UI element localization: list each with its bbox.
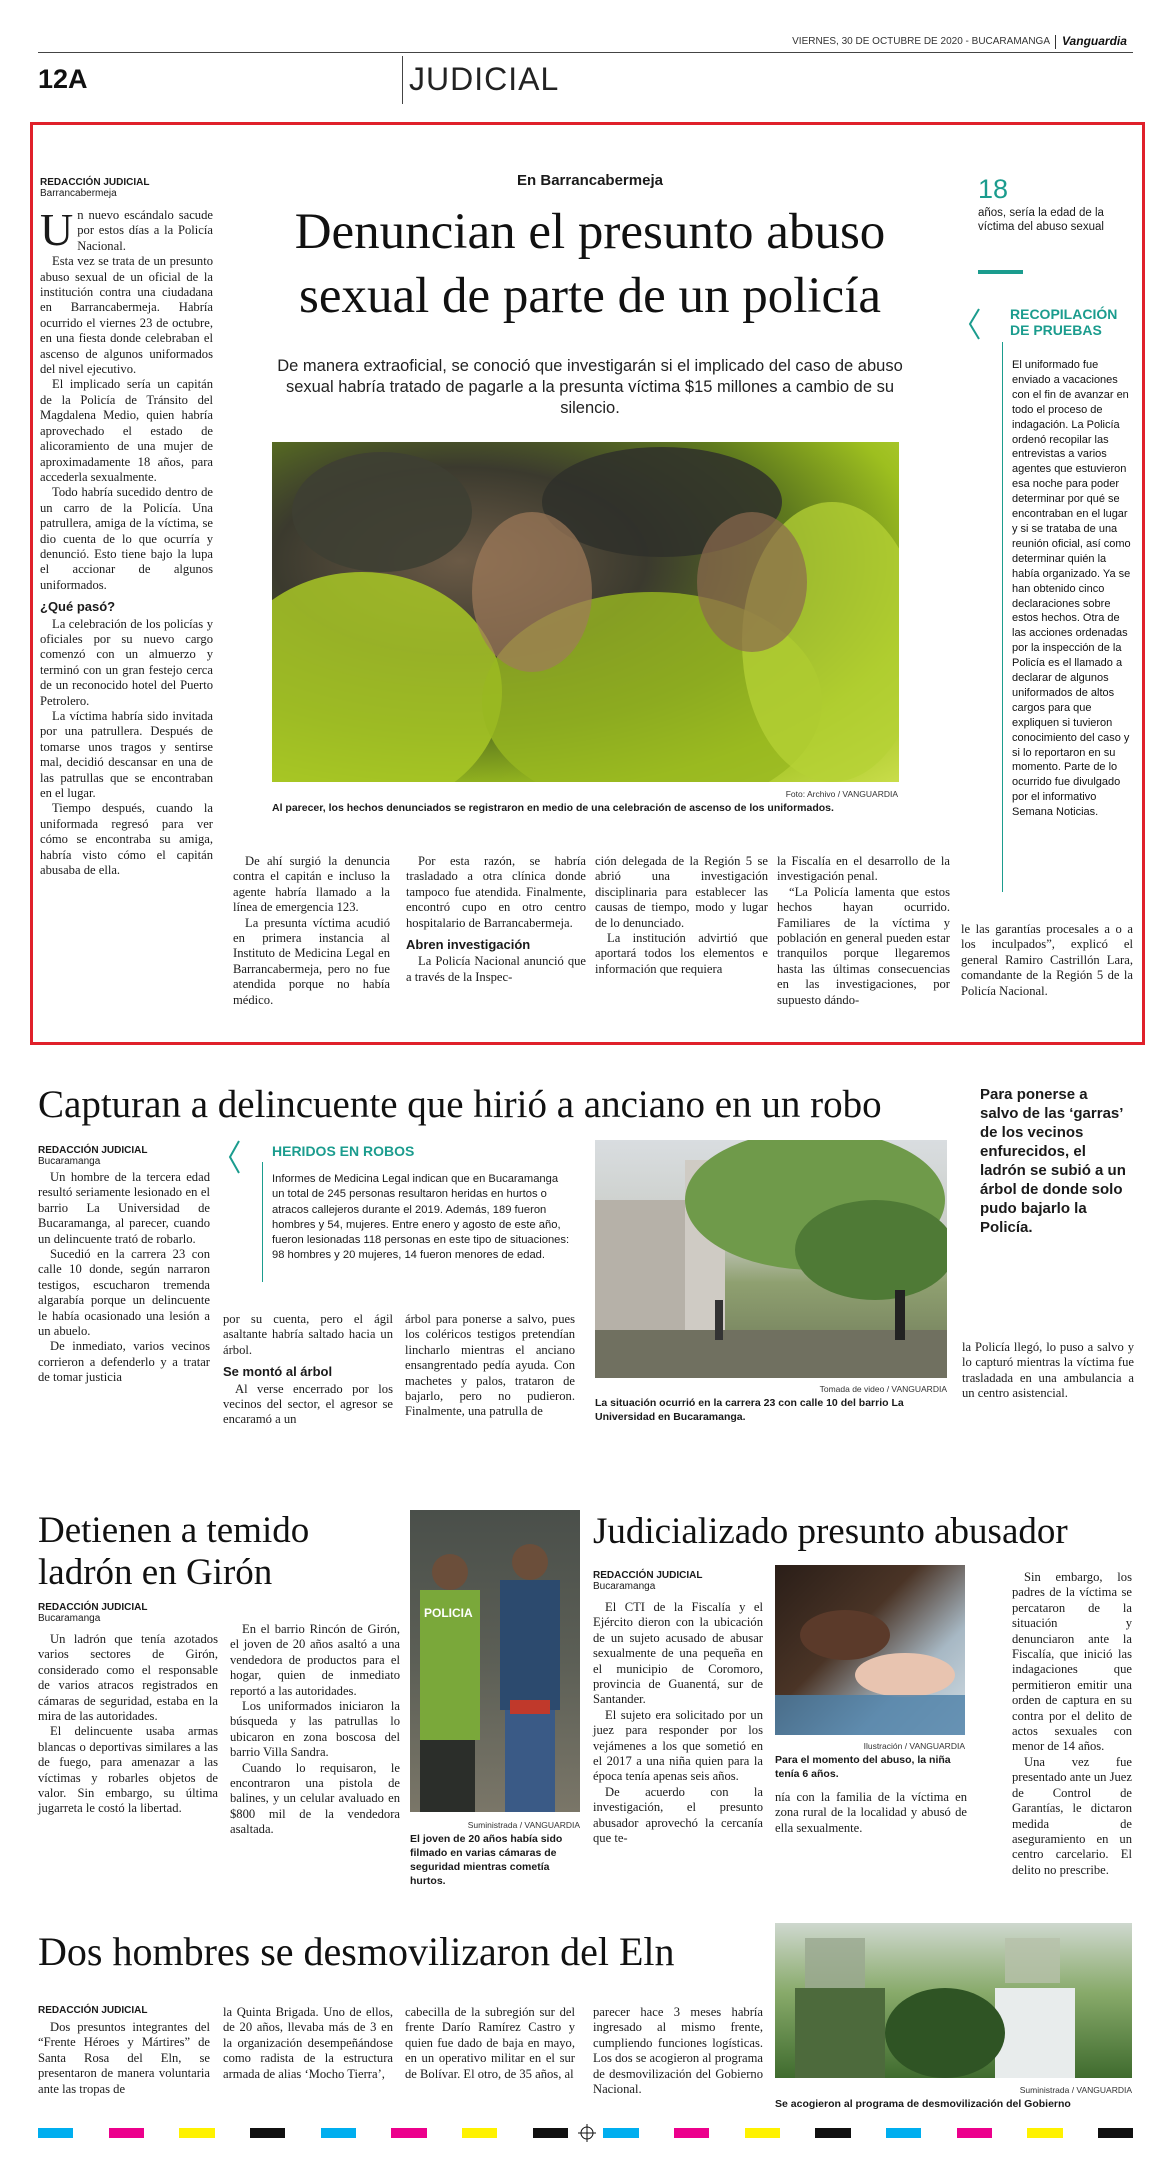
story2-byline: REDACCIÓN JUDICIAL Bucaramanga — [38, 1145, 148, 1167]
story3-photo-credit: Suministrada / VANGUARDIA — [467, 1820, 580, 1830]
story3-photo-graphic — [410, 1510, 580, 1812]
story3-headline: Detienen a temido ladrón en Girón — [38, 1510, 310, 1593]
photo-police-label: POLICIA — [424, 1606, 473, 1620]
stat-text: años, sería la edad de la víctima del abuso sexual — [978, 207, 1104, 233]
story5-photo-caption: Se acogieron al programa de desmovilización del Gobierno — [775, 2098, 1071, 2110]
lead-column-1: Un nuevo escándalo sacude por estos días a la Policía Nacional. Esta vez se trata de un presunto abuso sexual de un oficial de la institución contra una ciudadana en Barrancabermeja. Habría ocurrido el viernes 23 de octubre, en una fiesta donde celebraban el ascenso de algunos uniformados del nivel ejecutivo. El implicado sería un capitán de la Policía de Tránsito del Magdalena Medio, quien habría aprovechado el estado de alicoramiento de una mujer de aproximadamente 18 años, para accederla sexualmente. Todo habría sucedido dentro de un carro de la Policía. Una patrullera, amiga de la víctima, se dio cuenta de lo que ocurría y denunció. Esto tiene bajo la lupa el accionar de algunos uniformados. ¿Qué pasó? La celebración de los policías y oficiales por su nuevo cargo comenzó con un almuerzo y terminó con un gran festejo cerca de un reconocido hotel del Puerto Petrolero. La víctima habría sido invitada por una patrullera. Después de tomarse unos tragos y sentirse mal, decidió descansar en una de las patrullas que se encontraban en el lugar. Tiempo después, cuando la uniformada regresó para ver cómo se encontraba su amiga, habría visto cómo el capitán abusaba de ella. — [40, 204, 213, 878]
box-rule — [262, 1162, 263, 1282]
subhead-abren-investigacion: Abren investigación — [406, 937, 531, 953]
side-box-title: RECOPILACIÓN DE PRUEBAS — [1010, 306, 1118, 338]
story4-column-3: Sin embargo, los padres de la víctima se percataron de la situación y denunciaron ante la Fiscalía, que inició las indagaciones que permitieron emitir una orden de captura en su contra por el delito de actos sexuales con menor de 14 años. Una vez fue presentado ante un Juez de Control de Garantías, le dictaron medida de aseguramiento en un centro carcelario. El delito no prescribe. — [1012, 1570, 1132, 1877]
subhead-que-paso: ¿Qué pasó? — [40, 599, 116, 615]
story5-column-4: parecer hace 3 meses habría ingresado al mismo frente, cumpliendo funciones logísticas. Los dos se acogieron al programa de desmovilización del Gobierno Nacional. — [593, 2005, 763, 2097]
subhead-se-monto: Se montó al árbol — [223, 1364, 333, 1380]
side-box-rule — [1002, 342, 1003, 892]
box-title: HERIDOS EN ROBOS — [272, 1143, 415, 1159]
story5-headline: Dos hombres se desmovilizaron del Eln — [38, 1929, 675, 1974]
story2-column-4: la Policía llegó, lo puso a salvo y lo capturó mientras la víctima fue trasladada en una ambulancia a un centro asistencial. — [962, 1340, 1134, 1401]
story2-photo — [595, 1140, 947, 1378]
lead-column-6: le las garantías procesales a o a los inculpados”, explicó el general Ramiro Castrillón Lara, comandante de la Región 5 de la Policía Nacional. — [961, 922, 1133, 998]
section-divider — [402, 56, 403, 104]
header-rule — [38, 52, 1133, 53]
lead-headline: Denuncian el presunto abuso sexual de parte de un policía — [294, 204, 886, 324]
lead-photo — [272, 442, 899, 782]
box-chevron-icon — [228, 1140, 240, 1174]
header-divider-small — [1055, 35, 1056, 49]
dropcap: U — [40, 204, 74, 255]
story5-column-3: cabecilla de la subregión sur del frente Darío Ramírez Castro y quien fue dado de baja en mayo, en un operativo militar en el sur de Bolívar. El otro, de 35 años, al — [405, 2005, 575, 2081]
side-box-text: El uniformado fue enviado a vacaciones con el fin de avanzar en todo el proceso de indagación. La Policía ordenó recopilar las entrevistas a varios agentes que estuvieron esa noche para poder determinar por qué se encontraban en el lugar y si se trataba de una reunión oficial, así como determinar quién la había organizado. Ya se han obtenido cinco declaraciones sobre estos hechos. Otra de las acciones ordenadas por la inspección de la Policía es el llamado a declarar de algunos uniformados de altos cargos para que expliquen si tuvieron conocimiento del caso y si lo reportaron en su momento. Parte de lo ocurrido fue divulgado por el informativo Semana Noticias. — [1012, 359, 1131, 819]
story3-photo-caption: El joven de 20 años había sido filmado en varias cámaras de seguridad mientras cometía hurtos. — [410, 1833, 563, 1887]
story4-column-2: nía con la familia de la víctima en zona rural de la localidad y abusó de ella sexualmente. — [775, 1790, 967, 1835]
lead-photo-credit: Foto: Archivo / VANGUARDIA — [785, 789, 898, 799]
lead-column-3: Por esta razón, se habría trasladado a otra clínica donde tampoco fue atendida. Finalmente, encontró cupo en otro centro hospitalario de Barrancabermeja. Abren investigación La Policía Nacional anunció que a través de la Inspec- — [406, 854, 586, 984]
story4-photo-credit: Ilustración / VANGUARDIA — [863, 1741, 965, 1751]
story5-column-2: la Quinta Brigada. Uno de ellos, de 20 años, llevaba más de 3 en la organización desempeñándose como radista de la estructura armada de alias ‘Mocho Tierra’, — [223, 2005, 393, 2081]
page-number: 12A — [38, 64, 88, 94]
story4-photo — [775, 1565, 965, 1735]
story2-photo-caption: La situación ocurrió en la carrera 23 con calle 10 del barrio La Universidad en Bucaramanga. — [595, 1397, 904, 1423]
story5-byline: REDACCIÓN JUDICIAL — [38, 2005, 148, 2016]
story3-column-2: En el barrio Rincón de Girón, el joven de 20 años asaltó a una vendedora de productos para el hogar, quien de inmediato reportó a las autoridades. Los uniformados iniciaron la búsqueda y las patrullas lo ubicaron en zona boscosa del barrio Villa Sandra. Cuando lo requisaron, le encontraron una pistola de balines, y un celular avaluado en $800 mil de la vendedora asaltada. — [230, 1622, 400, 1837]
story2-column-1: Un hombre de la tercera edad resultó seriamente lesionado en el barrio La Universidad de Bucaramanga, al parecer, cuando un delincuente trató de robarlo. Sucedió en la carrera 23 con calle 10 donde, según narraron testigos, escucharon tremenda algarabía porque un delincuente le había ocasionado una lesión a un abuelo. De inmediato, varios vecinos corrieron a defenderlo y a tratar de tomar justicia — [38, 1170, 210, 1385]
story5-photo-credit: Suministrada / VANGUARDIA — [1019, 2085, 1132, 2095]
lead-column-5: la Fiscalía en el desarrollo de la investigación penal. “La Policía lamenta que estos hechos hayan ocurrido. Familiares de la víctima y población en general pueden estar tranquilos porque llegaremos hasta las últimas consecuencias en las investigaciones, por supuesto dándo- — [777, 854, 950, 1007]
story5-photo-graphic — [775, 1923, 1132, 2078]
side-chevron-icon — [968, 308, 980, 340]
story4-headline: Judicializado presunto abusador — [593, 1511, 1068, 1552]
story4-photo-caption: Para el momento del abuso, la niña tenía 6 años. — [775, 1754, 951, 1780]
box-text: Informes de Medicina Legal indican que en Bucaramanga un total de 245 personas resultaron heridas en hurtos o atracos callejeros durante el 2019. Además, 189 fueron hombres y 54, mujeres. Entre enero y agosto de este año, fueron lesionadas 118 personas en este tipo de situaciones: 98 hombres y 20 mujeres, 14 fueron menores de edad. — [272, 1173, 570, 1262]
story4-photo-graphic — [775, 1565, 965, 1735]
story3-column-1: Un ladrón que tenía azotados varios sectores de Girón, considerado como el responsable de varios atracos registrados en cámaras de seguridad, estaba en la mira de las autoridades. El delincuente usaba armas blancas o deportivas similares a las de fuego, para amenazar a las víctimas y robarles objetos de valor. Sin embargo, su última jugarreta le costó la libertad. — [38, 1632, 218, 1816]
story2-column-2: por su cuenta, pero el ágil asaltante habría saltado hacia un árbol. Se montó al árbol Al verse encerrado por los vecinos del sector, el agresor se encaramó a un — [223, 1312, 393, 1427]
registration-mark-icon — [578, 2124, 596, 2142]
story5-column-1: Dos presuntos integrantes del “Frente Héroes y Mártires” de Santa Rosa del Eln, se presentaron de manera voluntaria ante las tropas de — [38, 2020, 210, 2096]
brand-logo: Vanguardia — [1062, 34, 1127, 48]
lead-kicker: En Barrancabermeja — [517, 172, 663, 189]
story4-byline: REDACCIÓN JUDICIAL Bucaramanga — [593, 1570, 703, 1592]
header-date-line: VIERNES, 30 DE OCTUBRE DE 2020 - BUCARAMANGA — [792, 36, 1050, 47]
story2-headline: Capturan a delincuente que hirió a anciano en un robo — [38, 1083, 882, 1126]
story2-photo-graphic — [595, 1140, 947, 1378]
stat-number: 18 — [978, 174, 1009, 204]
lead-deck: De manera extraoficial, se conoció que investigarán si el implicado del caso de abuso sexual habría tratado de pagarle a la presunta víctima $15 millones a cambio de su silencio. — [277, 357, 903, 417]
story5-photo — [775, 1923, 1132, 2078]
story2-column-3: árbol para ponerse a salvo, pues los coléricos testigos pretendían lincharlo mientras el anciano ensangrentado pedía ayuda. Con machetes y palos, trataron de bajarlo, pero no pudieron. Finalmente, una patrulla de — [405, 1312, 575, 1419]
lead-column-4: ción delegada de la Región 5 se abrió una investigación disciplinaria para establecer las causas de tiempo, modo y lugar de lo denunciado. La institución advirtió que aportará todos los elementos e información que requiera — [595, 854, 768, 976]
lead-photo-graphic — [272, 442, 899, 782]
lead-photo-caption: Al parecer, los hechos denunciados se registraron en medio de una celebración de ascenso de los uniformados. — [272, 802, 834, 814]
lead-column-2: De ahí surgió la denuncia contra el capitán e incluso la agente habría llamado a la línea de emergencia 123. La presunta víctima acudió en primera instancia al Instituto de Medicina Legal en Barrancabermeja, pero no fue atendida porque no había médico. — [233, 854, 390, 1007]
story4-column-1: El CTI de la Fiscalía y el Ejército dieron con la ubicación de un sujeto acusado de abusar sexualmente de una pequeña en el municipio de Coromoro, provincia de Guanentá, sur de Santander. El sujeto era solicitado por un juez para responder por los vejámenes a los que sometió en el 2017 a una niña quien para la época tenía apenas seis años. De acuerdo con la investigación, el presunto abusador aprovechó la cercanía que te- — [593, 1600, 763, 1846]
story3-photo — [410, 1510, 580, 1812]
story2-pull-quote: Para ponerse a salvo de las ‘garras’ de los vecinos enfurecidos, el ladrón se subió a un árbol de donde solo pudo bajarlo la Policía. — [980, 1086, 1126, 1236]
story2-photo-credit: Tomada de video / VANGUARDIA — [819, 1384, 947, 1394]
stat-underline — [978, 270, 1023, 274]
lead-byline: REDACCIÓN JUDICIAL Barrancabermeja — [40, 177, 150, 199]
story3-byline: REDACCIÓN JUDICIAL Bucaramanga — [38, 1602, 148, 1624]
section-title: JUDICIAL — [409, 61, 560, 97]
